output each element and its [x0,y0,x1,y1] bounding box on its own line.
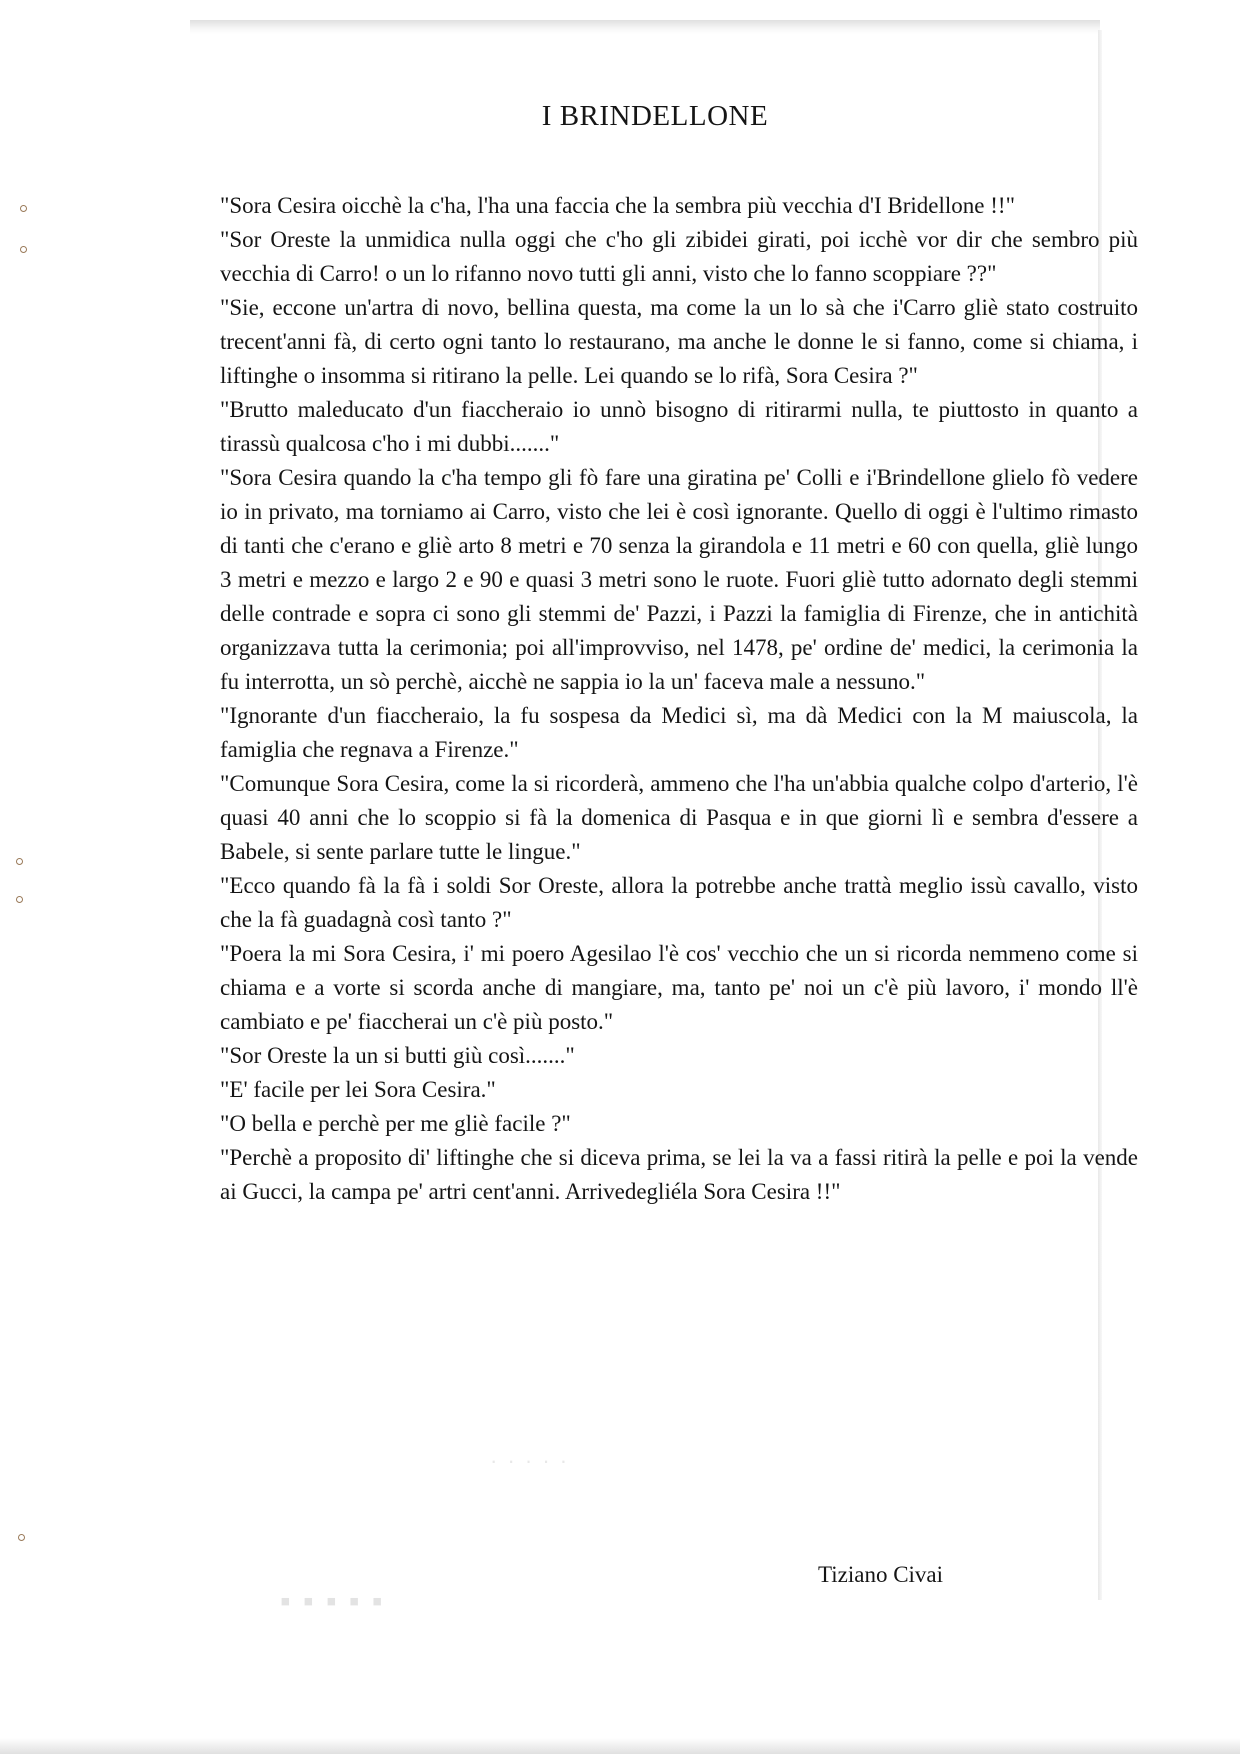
bleed-through-ghost: ▪ ▪ ▪ ▪ ▪ [280,1585,385,1618]
dialogue-paragraph: "Sor Oreste la un si butti giù così......." [220,1043,575,1068]
bleed-through-ghost: · · · · · [490,1448,570,1473]
scan-edge-bottom [0,1738,1240,1754]
dialogue-paragraph: "E' facile per lei Sora Cesira." [220,1077,496,1102]
article-title: I BRINDELLONE [541,100,769,132]
dialogue-paragraph: "Perchè a proposito di' liftinghe che si diceva prima, se lei la va a fassi ritirà la pelle e poi la vende ai Gucci, la campa pe' artri cent'anni. Arrivedegliéla Sora Cesira !!" [220,1145,1138,1204]
binder-hole-mark [18,1534,25,1541]
article-body [220,189,1138,1209]
dialogue-paragraph: "Sor Oreste la unmidica nulla oggi che c'ho gli zibidei girati, poi icchè vor dir che sembro più vecchia di Carro! o un lo rifanno novo tutti gli anni, visto che lo fanno scoppiare ??" [220,227,1138,286]
dialogue-paragraph: "Sora Cesira quando la c'ha tempo gli fò fare una giratina pe' Colli e i'Brindellone glielo fò vedere io in privato, ma torniamo ai Carro, visto che lei è così ignorante. Quello di oggi è l'ultimo rimasto di tanti che c'erano e gliè arto 8 metri e 70 senza la girandola e 11 metri e 60 con quella, gliè lungo 3 metri e mezzo e largo 2 e 90 e quasi 3 metri sono le ruote. Fuori gliè tutto adornato degli stemmi delle contrade e sopra ci sono gli stemmi de' Pazzi, i Pazzi la famiglia di Firenze, che in antichità organizzava tutta la cerimonia; poi all'improvviso, nel 1478, pe' ordine de' medici, la cerimonia la fu interrotta, un sò perchè, aicchè ne sappia io la un' faceva male a nessuno." [220,465,1138,694]
dialogue-paragraph: "Ecco quando fà la fà i soldi Sor Oreste, allora la potrebbe anche trattà meglio issù cavallo, visto che la fà guadagnà così tanto ?" [220,873,1138,932]
dialogue-paragraph: "Comunque Sora Cesira, come la si ricorderà, ammeno che l'ha un'abbia qualche colpo d'arterio, l'è quasi 40 anni che lo scoppio si fà la domenica di Pasqua e in que giorni lì e sembra d'essere a Babele, si sente parlare tutte le lingue." [220,771,1138,864]
dialogue-paragraph: "O bella e perchè per me gliè facile ?" [220,1111,571,1136]
binder-hole-mark [16,858,23,865]
binder-hole-mark [20,205,27,212]
dialogue-paragraph: "Sie, eccone un'artra di novo, bellina questa, ma come la un lo sà che i'Carro gliè stato costruito trecent'anni fà, di certo ogni tanto lo restaurano, ma anche le donne le si fanno, come si chiama, i liftinghe o insomma si ritirano la pelle. Lei quando se lo rifà, Sora Cesira ?" [220,295,1138,388]
binder-hole-mark [20,246,27,253]
dialogue-paragraph: "Sora Cesira oicchè la c'ha, l'ha una faccia che la sembra più vecchia d'I Bridellone !!" [220,193,1015,218]
dialogue-paragraph: "Brutto maleducato d'un fiaccheraio io unnò bisogno di ritirarmi nulla, te piuttosto in quanto a tirassù qualcosa c'ho i mi dubbi......." [220,397,1138,456]
dialogue-paragraph: "Poera la mi Sora Cesira, i' mi poero Agesilao l'è cos' vecchio che un si ricorda nemmeno come si chiama e a vorte si scorda anche di mangiare, ma, tanto pe' noi un c'è più lavoro, i' mondo ll'è cambiato e pe' fiaccherai un c'è più posto." [220,941,1138,1034]
scan-edge-top [190,20,1100,34]
binder-hole-mark [16,896,23,903]
dialogue-paragraph: "Ignorante d'un fiaccheraio, la fu sospesa da Medici sì, ma dà Medici con la M maiuscola, la famiglia che regnava a Firenze." [220,703,1138,762]
author-signature: Tiziano Civai [818,1562,944,1587]
